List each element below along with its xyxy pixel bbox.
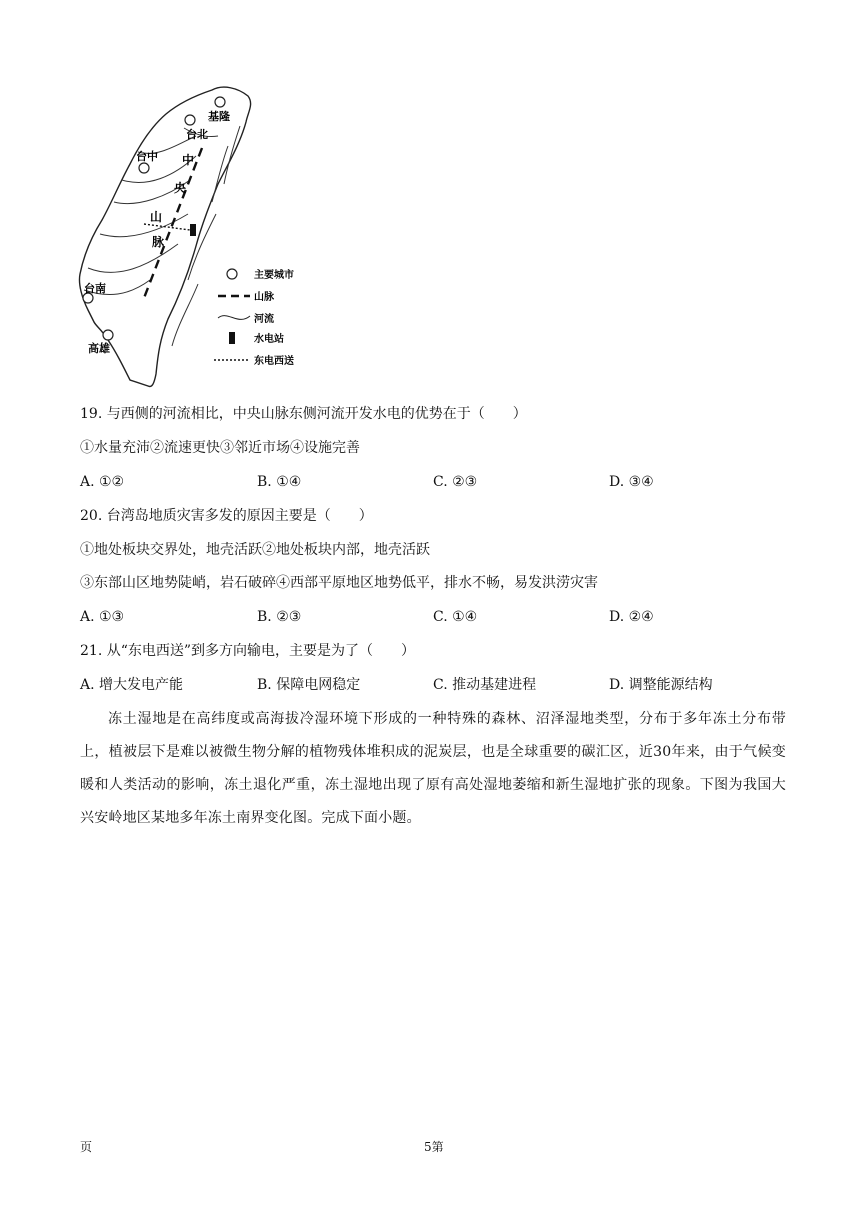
legend-label: 河流 (254, 314, 274, 325)
question-19-option-c[interactable]: C. ②③ (433, 474, 478, 490)
question-20-option-c[interactable]: C. ①④ (433, 609, 478, 625)
river (172, 284, 198, 346)
river (212, 146, 228, 202)
city-circle-icon (139, 163, 149, 173)
question-20-statement: ③东部山区地势陡峭，岩石破碎④西部平原地区地势低平，排水不畅，易发洪涝灾害 (80, 575, 598, 591)
question-21-option-c[interactable]: C. 推动基建进程 (433, 677, 537, 693)
city-label: 台南 (84, 282, 106, 295)
question-21-option-b[interactable]: B. 保障电网稳定 (257, 677, 361, 693)
question-20-statement: ①地处板块交界处，地壳活跃②地处板块内部，地壳活跃 (80, 542, 430, 558)
city-circle-icon (185, 115, 195, 125)
hydropower-station-icon (229, 332, 235, 344)
question-19-option-a[interactable]: A. ①② (80, 474, 125, 490)
city-label: 基隆 (208, 110, 230, 123)
map-legend (214, 268, 294, 367)
question-20-option-a[interactable]: A. ①③ (80, 609, 125, 625)
river (100, 214, 188, 237)
hydropower-station-icon (190, 224, 196, 236)
footer-page-number: 5第 (424, 1140, 444, 1154)
question-20-stem: 20. 台湾岛地质灾害多发的原因主要是（ ） (80, 508, 373, 524)
mountain-label: 中 (182, 153, 195, 167)
city-label: 高雄 (88, 342, 110, 355)
question-21-option-d[interactable]: D. 调整能源结构 (609, 677, 713, 693)
city-circle-icon (103, 330, 113, 340)
question-21-option-a[interactable]: A. 增大发电产能 (80, 677, 184, 693)
taiwan-map (78, 84, 328, 390)
mountain-label: 央 (174, 181, 187, 195)
legend-label: 山脉 (254, 292, 274, 303)
question-19-stem: 19. 与西侧的河流相比，中央山脉东侧河流开发水电的优势在于（ ） (80, 406, 527, 422)
question-19-statement: ①水量充沛②流速更快③邻近市场④设施完善 (80, 440, 360, 456)
city-circle-icon (227, 269, 237, 279)
question-20-option-d[interactable]: D. ②④ (609, 609, 654, 625)
question-20-option-b[interactable]: B. ②③ (257, 609, 302, 625)
mountain-label: 山 (150, 210, 163, 224)
legend-label: 主要城市 (254, 270, 294, 281)
legend-label: 水电站 (254, 334, 284, 345)
passage (80, 703, 786, 835)
city-label: 台北 (186, 128, 208, 141)
passage-text: 冻土湿地是在高纬度或高海拔冷湿环境下形成的一种特殊的森林、沼泽湿地类型，分布于多年冻土分布带上，植被层下是难以被微生物分解的植物残体堆积成的泥炭层，也是全球重要的碳汇区，近30年来，由于气候变暖和人类活动的影响，冻土退化严重，冻土湿地出现了原有高处湿地萎缩和新生湿地扩张的现象。下图为我国大兴安岭地区某地多年冻土南界变化图。完成下面小题。 (80, 711, 786, 826)
footer-left: 页 (80, 1140, 93, 1154)
city-circle-icon (215, 97, 225, 107)
river-line-icon (218, 316, 250, 320)
question-21-stem: 21. 从“东电西送”到多方向输电，主要是为了（ ） (80, 643, 416, 659)
city-label: 台中 (136, 150, 158, 163)
legend-label: 东电西送 (254, 356, 294, 367)
mountain-label: 脉 (152, 235, 165, 249)
question-19-option-d[interactable]: D. ③④ (609, 474, 654, 490)
question-19-option-b[interactable]: B. ①④ (257, 474, 302, 490)
river (188, 214, 216, 280)
